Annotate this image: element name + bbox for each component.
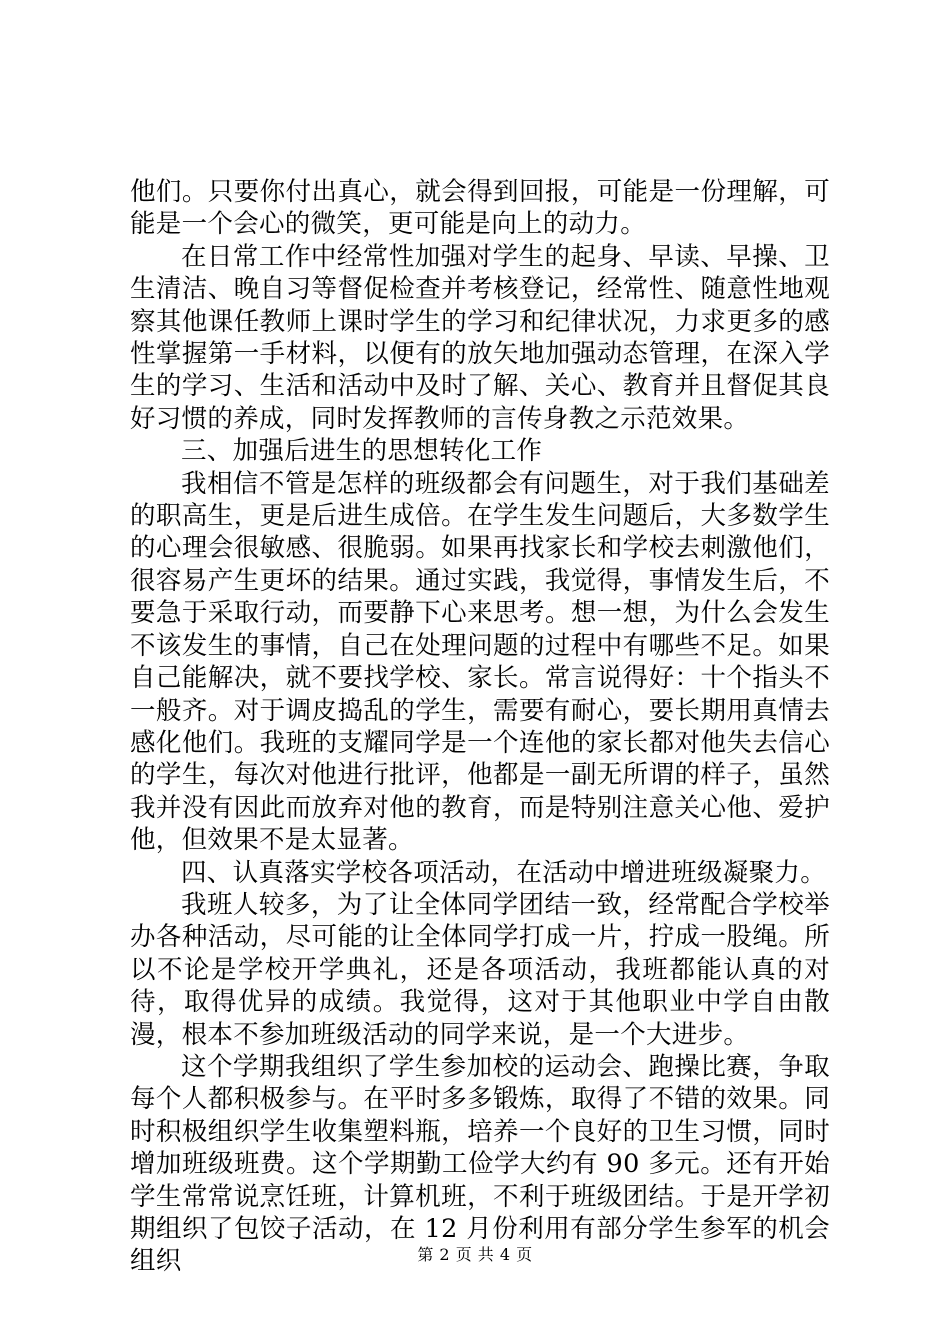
paragraph-semester-activities: 这个学期我组织了学生参加校的运动会、跑操比赛，争取每个人都积极参与。在平时多多锻炼，取得了不错的效果。同时积极组织学生收集塑料瓶，培养一个良好的卫生习惯，同时增加班级班费。这个学期勤工俭学大约有 90 多元。还有开始学生常常说烹饪班，计算机班，不利于班级团结。于是开学初期组织了包饺子活动，在 12 月份利用有部分学生参军的机会组织	[130, 1051, 830, 1277]
section-heading-4: 四、认真落实学校各项活动，在活动中增进班级凝聚力。	[181, 857, 827, 888]
section-heading-3: 三、加强后进生的思想转化工作	[181, 436, 543, 467]
document-body	[130, 176, 830, 1278]
paragraph-continuation: 他们。只要你付出真心，就会得到回报，可能是一份理解，可能是一个会心的微笑，更可能是向上的动力。	[130, 177, 830, 240]
page-footer: 第 2 页 共 4 页	[417, 1245, 533, 1264]
paragraph-problem-students: 我相信不管是怎样的班级都会有问题生，对于我们基础差的职高生，更是后进生成倍。在学生发生问题后，大多数学生的心理会很敏感、很脆弱。如果再找家长和学校去刺激他们，很容易产生更坏的结果。通过实践，我觉得，事情发生后，不要急于采取行动，而要静下心来思考。想一想，为什么会发生不该发生的事情，自己在处理问题的过程中有哪些不足。如果自己能解决，就不要找学校、家长。常言说得好：十个指头不一般齐。对于调皮捣乱的学生，需要有耐心，要长期用真情去感化他们。我班的支耀同学是一个连他的家长都对他失去信心的学生，每次对他进行批评，他都是一副无所谓的样子，虽然我并没有因此而放弃对他的教育，而是特别注意关心他、爱护他，但效果不是太显著。	[130, 468, 830, 856]
paragraph-daily-work: 在日常工作中经常性加强对学生的起身、早读、早操、卫生清洁、晚自习等督促检查并考核登记，经常性、随意性地观察其他课任教师上课时学生的学习和纪律状况，力求更多的感性掌握第一手材料，以便有的放矢地加强动态管理，在深入学生的学习、生活和活动中及时了解、关心、教育并且督促其良好习惯的养成，同时发挥教师的言传身教之示范效果。	[130, 241, 830, 434]
paragraph-class-activities: 我班人较多，为了让全体同学团结一致，经常配合学校举办各种活动，尽可能的让全体同学打成一片，拧成一股绳。所以不论是学校开学典礼，还是各项活动，我班都能认真的对待，取得优异的成绩。我觉得，这对于其他职业中学自由散漫，根本不参加班级活动的同学来说，是一个大进步。	[130, 889, 830, 1050]
